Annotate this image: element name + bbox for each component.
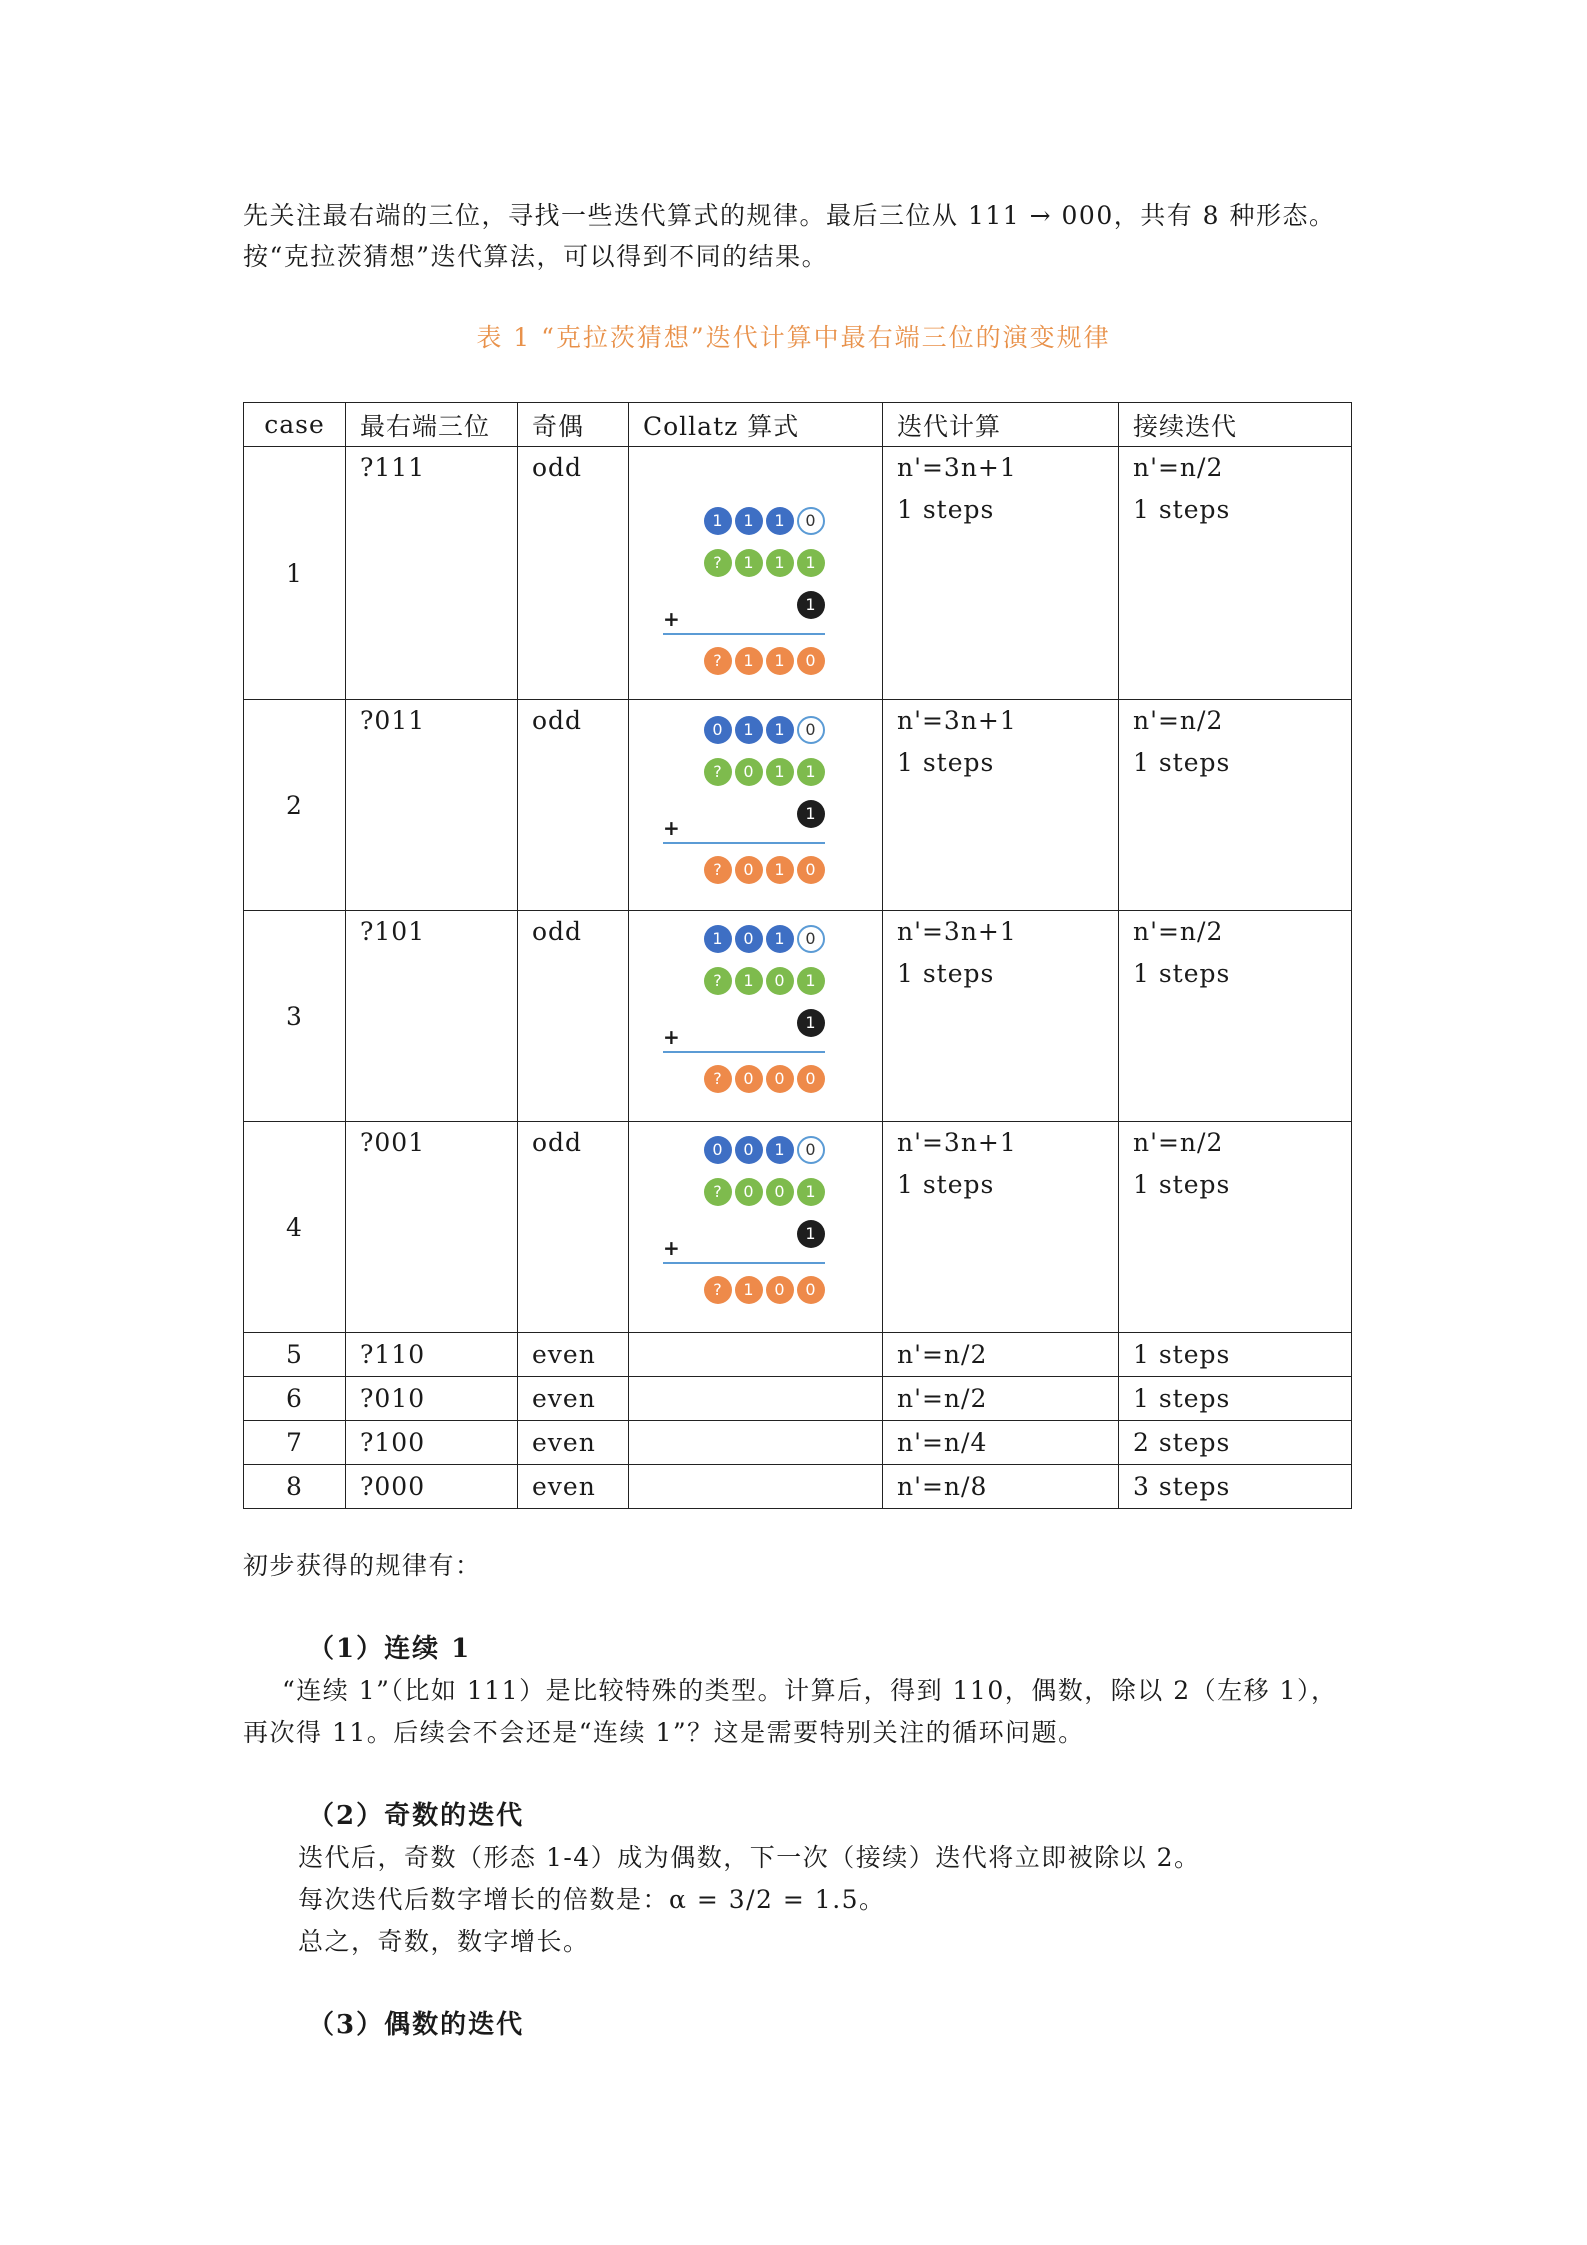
table-row <box>244 700 1352 911</box>
case-cell: 7 <box>244 1421 346 1465</box>
next-cell: 2 steps <box>1119 1421 1352 1465</box>
collatz-figure <box>655 1136 835 1316</box>
bit-ball: 1 <box>735 549 763 577</box>
bit-ball: 1 <box>735 967 763 995</box>
collatz-figure <box>655 716 835 896</box>
bit-ball: 0 <box>704 716 732 744</box>
next-cell: n'=n/2 1 steps <box>1119 1122 1352 1333</box>
header-calc: 迭代计算 <box>883 403 1119 447</box>
table-row <box>244 1122 1352 1333</box>
table-row <box>244 447 1352 700</box>
intro-line-2: 按“克拉茨猜想”迭代算法，可以得到不同的结果。 <box>243 242 829 271</box>
calc-cell: n'=3n+1 1 steps <box>883 700 1119 911</box>
bit-ball: 1 <box>735 647 763 675</box>
collatz-figure <box>655 925 835 1105</box>
bits-cell: ?101 <box>346 911 518 1122</box>
bit-ball: 1 <box>766 1136 794 1164</box>
original-row <box>704 1178 825 1206</box>
case-cell: 6 <box>244 1377 346 1421</box>
intro-line-1: 先关注最右端的三位，寻找一些迭代算式的规律。最后三位从 111 → 000，共有 8 种形态。 <box>243 201 1336 230</box>
parity-cell: odd <box>518 1122 629 1333</box>
bit-ball: 0 <box>797 716 825 744</box>
case-cell: 2 <box>244 700 346 911</box>
bit-ball: 0 <box>797 1276 825 1304</box>
sum-rule <box>663 1051 825 1053</box>
next-cell: 3 steps <box>1119 1465 1352 1509</box>
bit-ball: 0 <box>704 1136 732 1164</box>
bit-ball: 0 <box>735 1136 763 1164</box>
bit-ball: 1 <box>766 549 794 577</box>
bit-ball: ? <box>704 856 732 884</box>
header-parity: 奇偶 <box>518 403 629 447</box>
bit-ball: ? <box>704 549 732 577</box>
bit-ball: ? <box>704 1276 732 1304</box>
section-2-line-3: 总之，奇数，数字增长。 <box>298 1927 590 1956</box>
result-row <box>704 856 825 884</box>
formula-cell <box>629 1333 883 1377</box>
next-cell: n'=n/2 1 steps <box>1119 700 1352 911</box>
bit-ball: 1 <box>797 758 825 786</box>
bit-ball: 1 <box>704 507 732 535</box>
bit-ball: 0 <box>797 1065 825 1093</box>
bit-ball: 1 <box>797 967 825 995</box>
parity-cell: odd <box>518 447 629 700</box>
bits-cell: ?010 <box>346 1377 518 1421</box>
header-formula: Collatz 算式 <box>629 403 883 447</box>
bit-ball: 1 <box>797 549 825 577</box>
bit-ball: 1 <box>797 1220 825 1248</box>
sum-rule <box>663 1262 825 1264</box>
next-cell: 1 steps <box>1119 1377 1352 1421</box>
plus-sign: + <box>663 1236 681 1260</box>
table-caption: 表 1 “克拉茨猜想”迭代计算中最右端三位的演变规律 <box>476 323 1111 352</box>
header-bits: 最右端三位 <box>346 403 518 447</box>
bit-ball: 1 <box>766 925 794 953</box>
table-row <box>244 1465 1352 1509</box>
section-heading-1: （1）连续 1 <box>308 1634 472 1664</box>
plus-sign: + <box>663 1025 681 1049</box>
section-heading-3: （3）偶数的迭代 <box>308 2010 525 2040</box>
bits-cell: ?011 <box>346 700 518 911</box>
formula-cell <box>629 1122 883 1333</box>
bit-ball: 0 <box>735 758 763 786</box>
bit-ball: 0 <box>797 507 825 535</box>
bit-ball: 0 <box>766 1178 794 1206</box>
header-case: case <box>244 403 346 447</box>
bit-ball: 0 <box>766 967 794 995</box>
parity-cell: even <box>518 1465 629 1509</box>
bit-ball: 1 <box>735 716 763 744</box>
bit-ball: 1 <box>766 507 794 535</box>
bit-ball: 0 <box>797 856 825 884</box>
calc-cell: n'=n/8 <box>883 1465 1119 1509</box>
result-row <box>704 1065 825 1093</box>
bit-ball: 0 <box>735 1178 763 1206</box>
case-cell: 5 <box>244 1333 346 1377</box>
formula-cell <box>629 700 883 911</box>
calc-cell: n'=3n+1 1 steps <box>883 1122 1119 1333</box>
parity-cell: odd <box>518 911 629 1122</box>
section-1-line-2: 再次得 11。后续会不会还是“连续 1”？这是需要特别关注的循环问题。 <box>243 1718 1085 1747</box>
bit-ball: 1 <box>797 1178 825 1206</box>
bit-ball: ? <box>704 1065 732 1093</box>
bit-ball: 1 <box>766 856 794 884</box>
bits-cell: ?100 <box>346 1421 518 1465</box>
carry-row <box>797 591 825 619</box>
parity-cell: even <box>518 1377 629 1421</box>
shifted-row <box>704 507 825 535</box>
original-row <box>704 549 825 577</box>
section-2-line-2: 每次迭代后数字增长的倍数是：α = 3/2 = 1.5。 <box>298 1885 886 1914</box>
next-cell: n'=n/2 1 steps <box>1119 911 1352 1122</box>
bit-ball: 1 <box>735 507 763 535</box>
case-cell: 1 <box>244 447 346 700</box>
bits-cell: ?000 <box>346 1465 518 1509</box>
calc-cell: n'=n/2 <box>883 1333 1119 1377</box>
carry-row <box>797 1220 825 1248</box>
evolution-table <box>243 402 1352 1509</box>
table-row <box>244 1421 1352 1465</box>
next-cell: 1 steps <box>1119 1333 1352 1377</box>
bit-ball: ? <box>704 647 732 675</box>
calc-cell: n'=3n+1 1 steps <box>883 447 1119 700</box>
table-header-row <box>244 403 1352 447</box>
plus-sign: + <box>663 816 681 840</box>
summary-intro: 初步获得的规律有： <box>243 1551 482 1580</box>
formula-cell <box>629 1421 883 1465</box>
bit-ball: ? <box>704 758 732 786</box>
formula-cell <box>629 1465 883 1509</box>
sum-rule <box>663 842 825 844</box>
bit-ball: 0 <box>797 925 825 953</box>
bits-cell: ?001 <box>346 1122 518 1333</box>
section-heading-2: （2）奇数的迭代 <box>308 1801 525 1831</box>
next-cell: n'=n/2 1 steps <box>1119 447 1352 700</box>
formula-cell <box>629 1377 883 1421</box>
carry-row <box>797 800 825 828</box>
bit-ball: 0 <box>766 1276 794 1304</box>
bit-ball: ? <box>704 967 732 995</box>
case-cell: 3 <box>244 911 346 1122</box>
table-row <box>244 1377 1352 1421</box>
collatz-figure <box>655 507 835 677</box>
bits-cell: ?111 <box>346 447 518 700</box>
bit-ball: 1 <box>797 800 825 828</box>
original-row <box>704 758 825 786</box>
table-row <box>244 911 1352 1122</box>
parity-cell: even <box>518 1421 629 1465</box>
bit-ball: 0 <box>797 1136 825 1164</box>
table-row <box>244 1333 1352 1377</box>
bit-ball: 1 <box>704 925 732 953</box>
calc-cell: n'=n/2 <box>883 1377 1119 1421</box>
bit-ball: 0 <box>735 1065 763 1093</box>
carry-row <box>797 1009 825 1037</box>
section-1-line-1: “连续 1”（比如 111）是比较特殊的类型。计算后，得到 110，偶数，除以 2（左移 1）， <box>282 1676 1338 1705</box>
bit-ball: 1 <box>766 758 794 786</box>
plus-sign: + <box>663 607 681 631</box>
bit-ball: 1 <box>735 1276 763 1304</box>
bit-ball: 1 <box>766 716 794 744</box>
sum-rule <box>663 633 825 635</box>
header-next: 接续迭代 <box>1119 403 1352 447</box>
bits-cell: ?110 <box>346 1333 518 1377</box>
original-row <box>704 967 825 995</box>
result-row <box>704 1276 825 1304</box>
shifted-row <box>704 1136 825 1164</box>
bit-ball: 0 <box>735 925 763 953</box>
bit-ball: 1 <box>766 647 794 675</box>
shifted-row <box>704 716 825 744</box>
bit-ball: 0 <box>766 1065 794 1093</box>
case-cell: 8 <box>244 1465 346 1509</box>
formula-cell <box>629 911 883 1122</box>
parity-cell: odd <box>518 700 629 911</box>
parity-cell: even <box>518 1333 629 1377</box>
calc-cell: n'=n/4 <box>883 1421 1119 1465</box>
result-row <box>704 647 825 675</box>
formula-cell <box>629 447 883 700</box>
calc-cell: n'=3n+1 1 steps <box>883 911 1119 1122</box>
section-2-line-1: 迭代后，奇数（形态 1-4）成为偶数，下一次（接续）迭代将立即被除以 2。 <box>298 1843 1201 1872</box>
bit-ball: ? <box>704 1178 732 1206</box>
bit-ball: 1 <box>797 1009 825 1037</box>
case-cell: 4 <box>244 1122 346 1333</box>
bit-ball: 1 <box>797 591 825 619</box>
shifted-row <box>704 925 825 953</box>
bit-ball: 0 <box>735 856 763 884</box>
bit-ball: 0 <box>797 647 825 675</box>
